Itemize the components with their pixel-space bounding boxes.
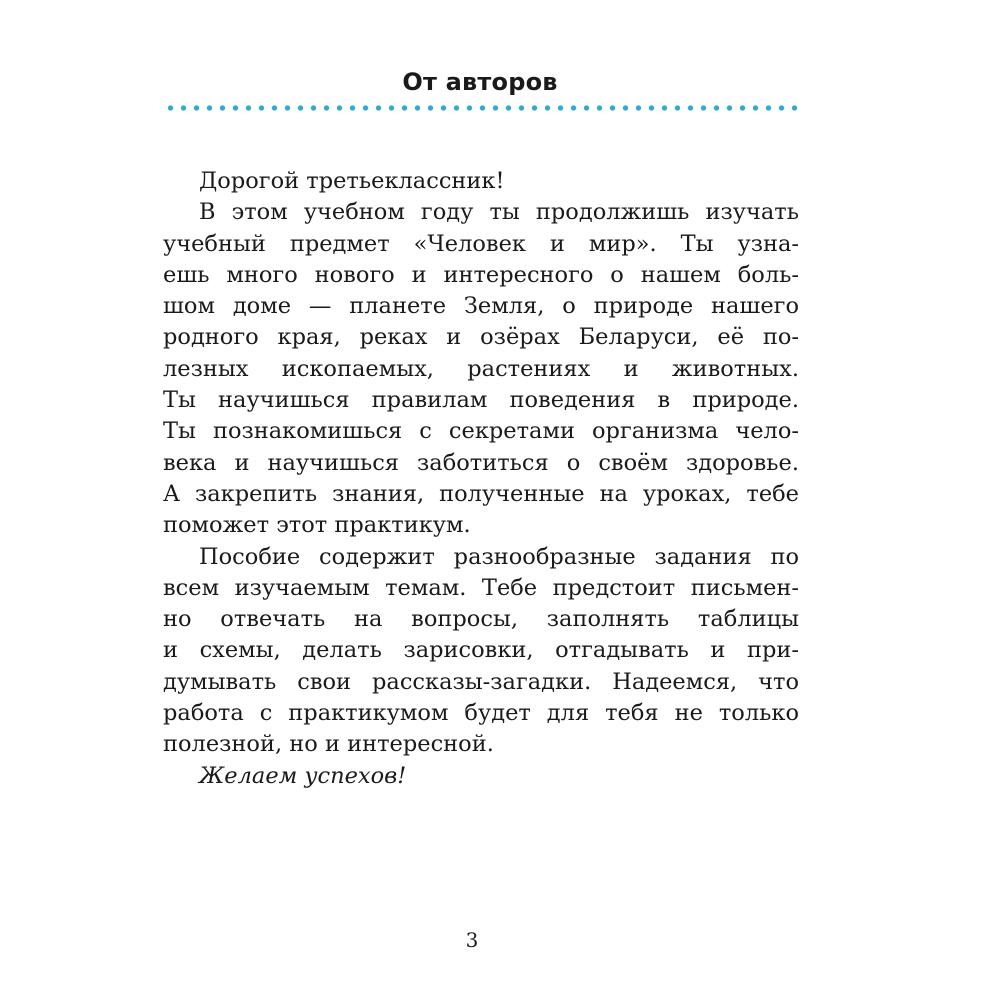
paragraph2-line: но отвечать на вопросы, заполнять таблицы xyxy=(163,606,799,633)
body-text xyxy=(163,166,799,792)
dotted-divider xyxy=(164,104,800,112)
paragraph1-line: ешь много нового и интересного о нашем боль- xyxy=(163,261,799,288)
paragraph1-line: Ты познакомишься с секретами организма чело- xyxy=(163,418,799,445)
paragraph2-line: думывать свои рассказы-загадки. Надеемся, что xyxy=(163,668,799,695)
page-number: 3 xyxy=(465,928,479,952)
paragraph2-line: полезной, но и интересной. xyxy=(163,731,494,758)
paragraph1-line: поможет этот практикум. xyxy=(163,512,471,539)
paragraph1-line: шом доме — планете Земля, о природе нашего xyxy=(163,293,799,320)
paragraph2-line: всем изучаемым темам. Тебе предстоит письмен- xyxy=(163,574,799,601)
paragraph2-line: и схемы, делать зарисовки, отгадывать и при- xyxy=(163,637,799,664)
signoff-line: Желаем успехов! xyxy=(199,762,407,789)
paragraph1-line: века и научишься заботиться о своём здоровье. xyxy=(163,449,799,476)
paragraph2-line: работа с практикумом будет для тебя не только xyxy=(163,700,799,727)
paragraph1-line: А закрепить знания, полученные на уроках, тебе xyxy=(163,480,799,507)
paragraph1-line: лезных ископаемых, растениях и животных. xyxy=(163,355,799,382)
paragraph1-line: В этом учебном году ты продолжишь изучать xyxy=(199,199,799,226)
paragraph1-line: учебный предмет «Человек и мир». Ты узна- xyxy=(163,230,799,257)
page-title: От авторов xyxy=(402,68,558,96)
greeting-line: Дорогой третьеклассник! xyxy=(199,168,505,194)
paragraph1-line: Ты научишься правилам поведения в природе. xyxy=(163,387,799,414)
paragraph2-line: Пособие содержит разнообразные задания по xyxy=(199,543,799,570)
paragraph1-line: родного края, реках и озёрах Беларуси, её по- xyxy=(163,324,799,351)
